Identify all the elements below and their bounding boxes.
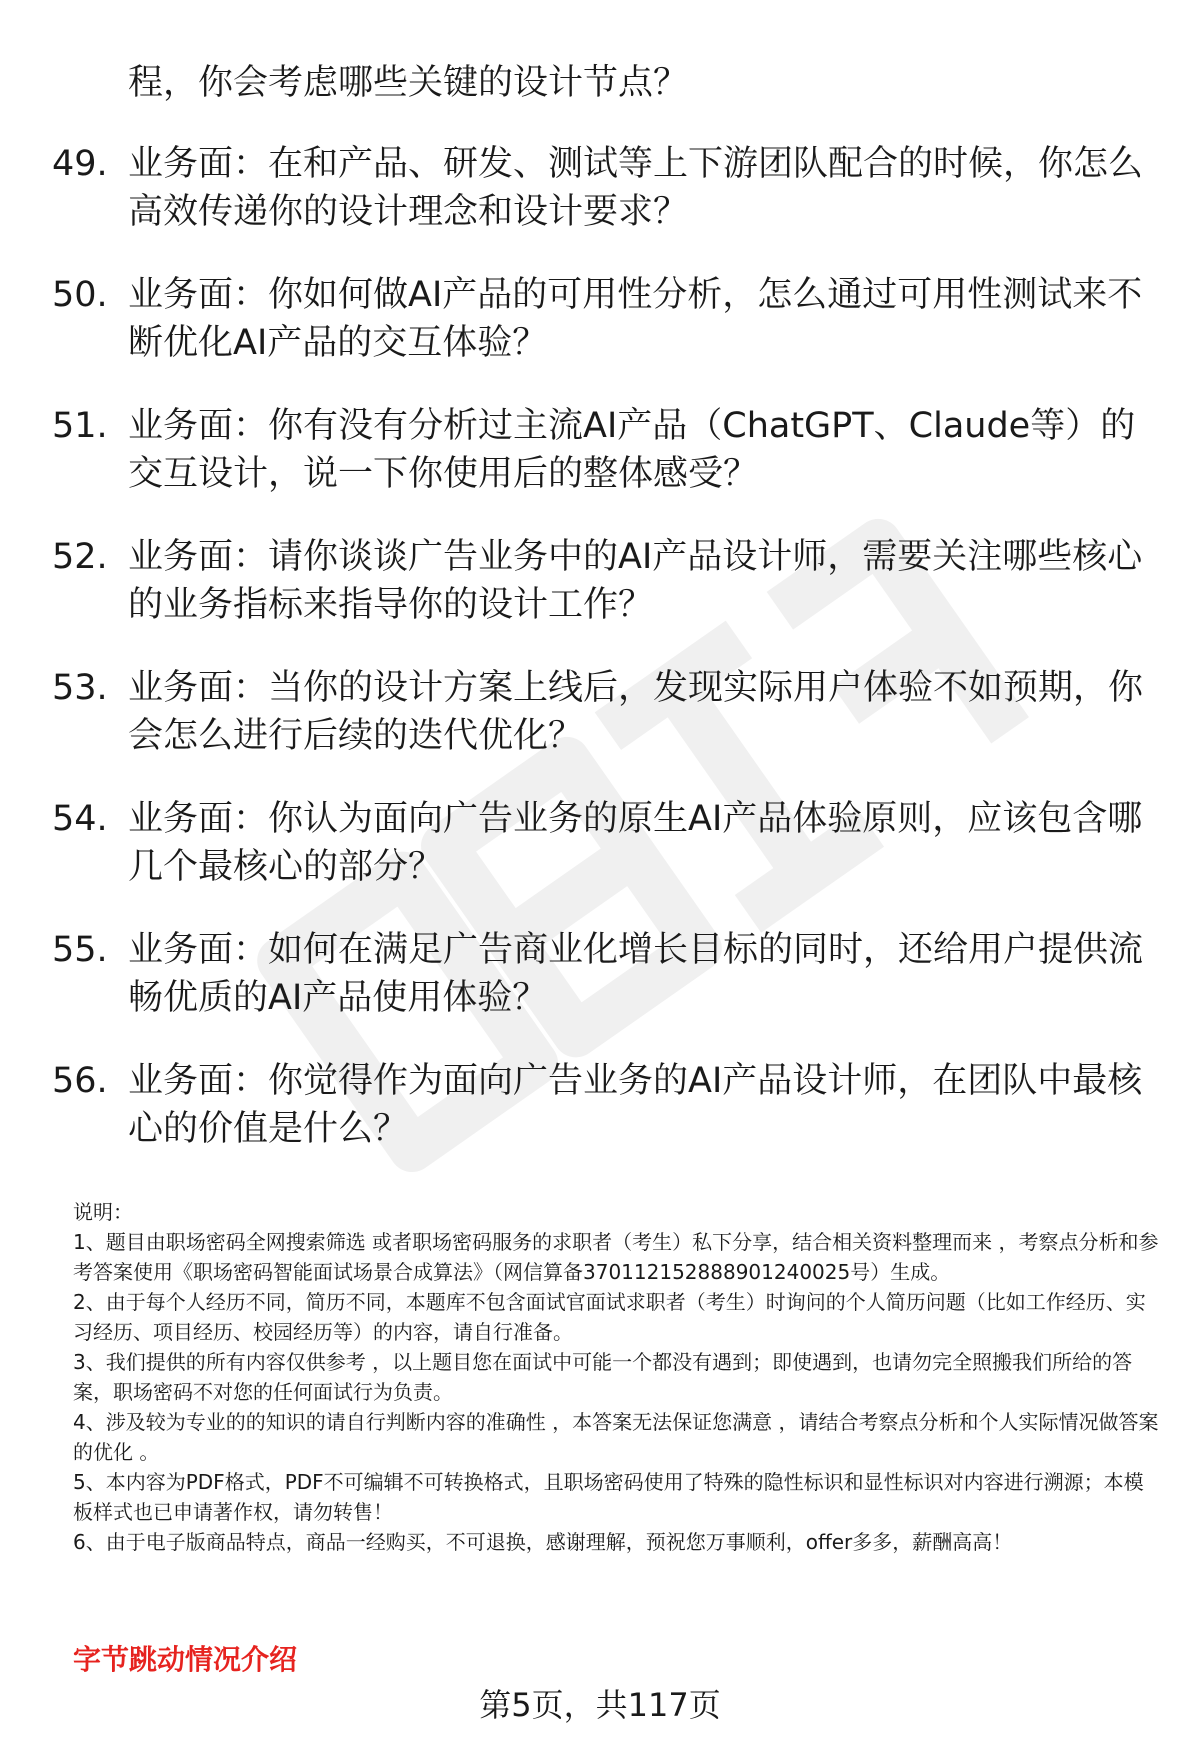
question-number: 50. xyxy=(52,275,108,315)
notes-section xyxy=(73,1197,1163,1557)
question-text: 业务面：如何在满足广告商业化增长目标的同时，还给用户提供流畅优质的AI产品使用体验？ xyxy=(128,930,1144,1018)
question-text: 业务面：请你谈谈广告业务中的AI产品设计师，需要关注哪些核心的业务指标来指导你的设计工作？ xyxy=(128,537,1143,625)
question-number: 53. xyxy=(52,668,108,708)
question-text: 业务面：当你的设计方案上线后，发现实际用户体验不如预期，你会怎么进行后续的迭代优化？ xyxy=(128,668,1144,756)
question-item xyxy=(0,1057,1200,1188)
question-number: 52. xyxy=(52,537,108,577)
note-item: 4、涉及较为专业的的知识的请自行判断内容的准确性 ，本答案无法保证您满意 ，请结合考察点分析和个人实际情况做答案的优化 。 xyxy=(73,1410,1159,1464)
note-item: 5、本内容为PDF格式，PDF不可编辑不可转换格式，且职场密码使用了特殊的隐性标识和显性标识对内容进行溯源；本模板样式也已申请著作权，请勿转售！ xyxy=(73,1470,1144,1524)
question-item xyxy=(0,402,1200,533)
notes-label: 说明： xyxy=(73,1200,133,1224)
question-item xyxy=(0,533,1200,664)
question-number: 49. xyxy=(52,144,108,184)
question-text: 业务面：你如何做AI产品的可用性分析，怎么通过可用性测试来不断优化AI产品的交互体验？ xyxy=(128,275,1143,363)
question-text: 业务面：在和产品、研发、测试等上下游团队配合的时候，你怎么高效传递你的设计理念和设计要求？ xyxy=(128,144,1144,232)
question-item xyxy=(0,926,1200,1057)
section-title: 字节跳动情况介绍 xyxy=(73,1643,298,1676)
page-footer: 第5页，共117页 xyxy=(479,1686,721,1724)
note-item: 3、我们提供的所有内容仅供参考 ，以上题目您在面试中可能一个都没有遇到；即使遇到，也请勿完全照搬我们所给的答案，职场密码不对您的任何面试行为负责。 xyxy=(73,1350,1133,1404)
question-list xyxy=(0,140,1200,1188)
question-item xyxy=(0,664,1200,795)
question-continuation: 程，你会考虑哪些关键的设计节点？ xyxy=(128,63,689,103)
note-item: 1、题目由职场密码全网搜索筛选 或者职场密码服务的求职者（考生）私下分享，结合相关资料整理而来 ，考察点分析和参考答案使用《职场密码智能面试场景合成算法》（网信算备370112152888901240025号）生成。 xyxy=(73,1230,1159,1284)
question-number: 56. xyxy=(52,1061,108,1101)
question-number: 55. xyxy=(52,930,108,970)
question-text: 业务面：你觉得作为面向广告业务的AI产品设计师，在团队中最核心的价值是什么？ xyxy=(128,1061,1143,1149)
question-number: 54. xyxy=(52,799,108,839)
question-number: 51. xyxy=(52,406,108,446)
note-item: 2、由于每个人经历不同，简历不同，本题库不包含面试官面试求职者（考生）时询问的个人简历问题（比如工作经历、实习经历、项目经历、校园经历等）的内容，请自行准备。 xyxy=(73,1290,1146,1344)
question-item xyxy=(0,140,1200,271)
question-item xyxy=(0,271,1200,402)
question-item xyxy=(0,795,1200,926)
question-text: 业务面：你有没有分析过主流AI产品（ChatGPT、Claude等）的交互设计，说一下你使用后的整体感受？ xyxy=(128,406,1136,494)
question-text: 业务面：你认为面向广告业务的原生AI产品体验原则，应该包含哪几个最核心的部分？ xyxy=(128,799,1143,887)
note-item: 6、由于电子版商品特点，商品一经购买，不可退换，感谢理解，预祝您万事顺利，offer多多，薪酬高高！ xyxy=(73,1530,1013,1554)
